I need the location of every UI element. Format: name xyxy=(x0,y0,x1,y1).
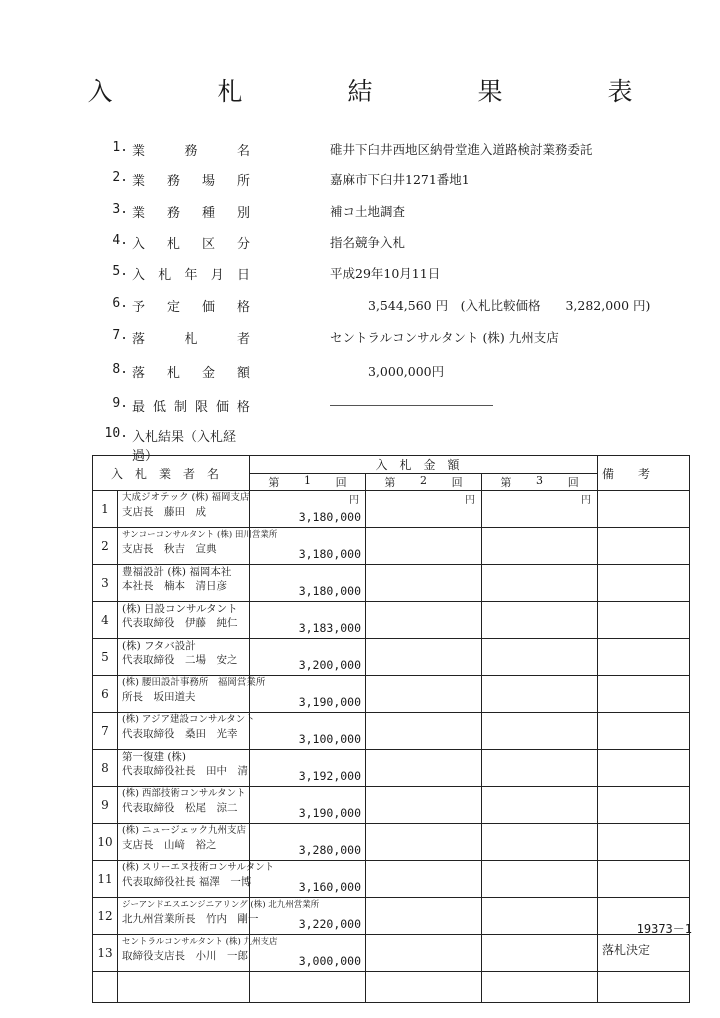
detail-label: 業 務 場 所 xyxy=(132,174,250,189)
bidder-representative: 代表取締役 伊藤 純仁 xyxy=(122,617,238,629)
bidder-representative: 代表取締役 桑田 光幸 xyxy=(122,728,238,740)
bid-amount-cell xyxy=(366,676,482,713)
amount-header: 入札金額 xyxy=(250,456,598,474)
table-row xyxy=(93,898,690,935)
bidder-company: セントラルコンサルタント (株) 九州支店 xyxy=(122,937,278,947)
detail-number: 6. xyxy=(112,296,128,311)
bidder-name xyxy=(118,787,250,824)
bidder-name xyxy=(118,935,278,972)
page-title: 入 札 結 果 表 xyxy=(87,77,673,106)
bidder-name xyxy=(118,676,266,713)
detail-row xyxy=(0,362,720,386)
bidder-company: (株) 腰田設計事務所 福岡営業所 xyxy=(122,677,266,688)
bidder-representative: 取締役支店長 小川 一郎 xyxy=(122,950,248,962)
row-number: 12 xyxy=(93,898,118,935)
round-header: 第 2 回 xyxy=(366,474,482,491)
bid-results-table xyxy=(92,455,690,1003)
bid-amount-cell xyxy=(366,491,482,528)
detail-label: 入 札 区 分 xyxy=(132,237,250,252)
bidder-name xyxy=(118,824,250,861)
detail-row xyxy=(0,396,720,420)
bid-amount-cell xyxy=(482,491,598,528)
detail-label: 業 務 名 xyxy=(132,144,250,159)
bidder-representative: 代表取締役 松尾 涼二 xyxy=(122,802,238,814)
bid-amount-cell xyxy=(366,713,482,750)
bid-amount: 3,000,000 xyxy=(298,954,362,968)
table-row xyxy=(93,713,690,750)
detail-number: 9. xyxy=(112,396,128,411)
table-row xyxy=(93,861,690,898)
detail-number: 10. xyxy=(104,426,128,441)
row-number: 13 xyxy=(93,935,118,972)
bid-amount-cell xyxy=(250,565,366,602)
round-header: 第 1 回 xyxy=(250,474,366,491)
detail-label: 落 札 金 額 xyxy=(132,366,250,381)
bid-amount-cell xyxy=(482,602,598,639)
empty-cell xyxy=(482,972,598,1003)
bidder-company: (株) フタバ設計 xyxy=(122,640,196,652)
table-row xyxy=(93,565,690,602)
detail-row xyxy=(0,140,720,164)
detail-row xyxy=(0,296,720,320)
bid-amount-cell xyxy=(482,565,598,602)
bid-amount-cell xyxy=(482,713,598,750)
bid-amount-cell xyxy=(250,824,366,861)
bidder-representative: 支店長 秋吉 宣典 xyxy=(122,543,217,555)
table-row xyxy=(93,787,690,824)
bid-amount-cell xyxy=(482,898,598,935)
remark-cell: 落札決定 xyxy=(598,935,690,972)
bidder-representative: 代表取締役社長 福澤 一博 xyxy=(122,876,252,888)
bid-amount-cell xyxy=(482,935,598,972)
table-row xyxy=(93,639,690,676)
detail-label: 業 務 種 別 xyxy=(132,206,250,221)
remark-cell xyxy=(598,750,690,787)
detail-label: 入札結果（入札経過） xyxy=(132,430,237,464)
bid-amount-cell xyxy=(482,676,598,713)
bid-amount-cell xyxy=(482,861,598,898)
detail-label: 最 低 制 限 価 格 xyxy=(132,400,250,415)
row-number: 2 xyxy=(93,528,118,565)
bidder-representative: 本社長 楠本 清日彦 xyxy=(122,580,227,592)
table-row xyxy=(93,935,690,972)
bid-amount-cell xyxy=(250,787,366,824)
detail-number: 7. xyxy=(112,328,128,343)
detail-value: 碓井下臼井西地区納骨堂進入道路検討業務委託 xyxy=(330,142,593,157)
detail-value: 指名競争入札 xyxy=(330,235,406,250)
bid-amount-cell xyxy=(482,824,598,861)
round-header: 第 3 回 xyxy=(482,474,598,491)
bid-amount-cell xyxy=(366,787,482,824)
bid-amount-cell xyxy=(482,528,598,565)
remark-cell xyxy=(598,639,690,676)
remark-cell xyxy=(598,676,690,713)
bid-amount-cell xyxy=(366,935,482,972)
bidder-representative: 代表取締役社長 田中 清 xyxy=(122,765,248,777)
table-row xyxy=(93,491,690,528)
bid-amount-cell xyxy=(250,676,366,713)
bid-amount-cell xyxy=(250,602,366,639)
detail-value: 補コ土地調査 xyxy=(330,204,406,219)
row-number: 9 xyxy=(93,787,118,824)
table-row xyxy=(93,750,690,787)
bidder-representative: 北九州営業所長 竹内 剛一 xyxy=(122,913,259,925)
bid-amount-cell xyxy=(250,861,366,898)
remark-cell xyxy=(598,565,690,602)
row-number: 7 xyxy=(93,713,118,750)
row-number: 6 xyxy=(93,676,118,713)
bid-amount-cell xyxy=(250,750,366,787)
remark-cell xyxy=(598,602,690,639)
bid-amount-cell xyxy=(250,935,366,972)
bid-amount: 3,200,000 xyxy=(298,658,362,672)
bidder-name xyxy=(118,750,250,787)
remark-cell xyxy=(598,787,690,824)
bid-amount-cell xyxy=(250,528,366,565)
bid-amount-cell xyxy=(366,824,482,861)
remark-cell xyxy=(598,861,690,898)
empty-cell xyxy=(250,972,366,1003)
row-number: 8 xyxy=(93,750,118,787)
detail-number: 4. xyxy=(112,233,128,248)
bid-amount: 3,190,000 xyxy=(298,806,362,820)
table-row xyxy=(93,676,690,713)
detail-row xyxy=(0,426,720,464)
row-number: 3 xyxy=(93,565,118,602)
bidder-company: (株) 日設コンサルタント xyxy=(122,603,238,615)
row-number: 11 xyxy=(93,861,118,898)
row-number: 4 xyxy=(93,602,118,639)
bidder-company: (株) スリーエヌ技術コンサルタント xyxy=(122,862,275,873)
bidder-company: 第一復建 (株) xyxy=(122,751,187,763)
row-number: 1 xyxy=(93,491,118,528)
bidder-company: 大成ジオテック (株) 福岡支店 xyxy=(122,492,250,503)
bidder-representative: 支店長 山﨑 裕之 xyxy=(122,839,217,851)
empty-cell xyxy=(93,972,118,1003)
detail-label: 予 定 価 格 xyxy=(132,300,250,315)
detail-label: 入 札 年 月 日 xyxy=(132,268,250,283)
detail-value: 平成29年10月11日 xyxy=(330,266,441,281)
table-row xyxy=(93,824,690,861)
detail-value: 3,544,560 円 (入札比較価格 3,282,000 円) xyxy=(368,298,651,313)
remark-cell xyxy=(598,713,690,750)
bidder-representative: 支店長 藤田 成 xyxy=(122,506,206,518)
empty-cell xyxy=(598,972,690,1003)
remark-cell xyxy=(598,528,690,565)
bidder-name xyxy=(118,602,250,639)
bidder-name xyxy=(118,639,250,676)
bidder-name xyxy=(118,528,278,565)
bid-amount-cell xyxy=(366,861,482,898)
bidder-company: ジーアンドエスエンジニアリング (株) 北九州営業所 xyxy=(122,900,320,910)
document-number: 19373－1 xyxy=(636,922,692,936)
bid-amount: 3,100,000 xyxy=(298,732,362,746)
bidder-name xyxy=(118,713,255,750)
row-number: 5 xyxy=(93,639,118,676)
bidder-representative: 所長 坂田道夫 xyxy=(122,691,196,703)
table-row xyxy=(93,602,690,639)
bidder-company: (株) 西部技術コンサルタント xyxy=(122,788,246,799)
blank-value-line xyxy=(330,405,493,406)
bidder-header: 入札業者名 xyxy=(93,456,250,491)
detail-value: 3,000,000円 xyxy=(368,364,445,379)
detail-number: 8. xyxy=(112,362,128,377)
detail-number: 3. xyxy=(112,202,128,217)
bid-amount: 3,220,000 xyxy=(298,917,362,931)
bidder-name xyxy=(118,861,275,898)
bid-amount-cell xyxy=(366,565,482,602)
row-number: 10 xyxy=(93,824,118,861)
bid-amount: 3,180,000 xyxy=(298,584,362,598)
yen-unit: 円 xyxy=(349,495,360,506)
detail-number: 1. xyxy=(112,140,128,155)
remark-cell xyxy=(598,824,690,861)
bid-amount: 3,183,000 xyxy=(298,621,362,635)
empty-cell xyxy=(366,972,482,1003)
empty-row xyxy=(93,972,690,1003)
detail-label: 落 札 者 xyxy=(132,332,250,347)
bid-amount: 3,160,000 xyxy=(298,880,362,894)
bid-amount: 3,180,000 xyxy=(298,510,362,524)
bidder-name xyxy=(118,491,250,528)
bid-amount-cell xyxy=(366,639,482,676)
remarks-header: 備 考 xyxy=(598,456,690,491)
bid-amount-cell xyxy=(366,528,482,565)
bid-amount-cell xyxy=(366,750,482,787)
bid-amount-cell xyxy=(250,491,366,528)
detail-row xyxy=(0,264,720,288)
yen-unit: 円 xyxy=(581,495,592,506)
bidder-company: サンコーコンサルタント (株) 田川営業所 xyxy=(122,530,278,540)
detail-row xyxy=(0,233,720,257)
table-row xyxy=(93,528,690,565)
bid-amount: 3,280,000 xyxy=(298,843,362,857)
bid-amount-cell xyxy=(482,750,598,787)
bidder-company: (株) ニュージェック九州支店 xyxy=(122,825,247,836)
bidder-company: 豊福設計 (株) 福岡本社 xyxy=(122,566,232,578)
detail-number: 5. xyxy=(112,264,128,279)
detail-row xyxy=(0,202,720,226)
bidder-name xyxy=(118,898,320,935)
remark-cell xyxy=(598,491,690,528)
bid-amount: 3,192,000 xyxy=(298,769,362,783)
bidder-company: (株) アジア建設コンサルタント xyxy=(122,714,255,725)
bid-amount-cell xyxy=(366,898,482,935)
bid-amount-cell xyxy=(250,713,366,750)
bidder-name xyxy=(118,565,250,602)
detail-row xyxy=(0,328,720,352)
bid-amount-cell xyxy=(250,898,366,935)
detail-value: 嘉麻市下臼井1271番地1 xyxy=(330,172,470,187)
bid-amount-cell xyxy=(482,639,598,676)
detail-row xyxy=(0,170,720,194)
bid-amount-cell xyxy=(250,639,366,676)
bid-amount: 3,180,000 xyxy=(298,547,362,561)
bid-amount: 3,190,000 xyxy=(298,695,362,709)
bid-amount-cell xyxy=(366,602,482,639)
empty-cell xyxy=(118,972,250,1003)
yen-unit: 円 xyxy=(465,495,476,506)
detail-number: 2. xyxy=(112,170,128,185)
detail-value: セントラルコンサルタント (株) 九州支店 xyxy=(330,330,559,345)
bid-amount-cell xyxy=(482,787,598,824)
bidder-representative: 代表取締役 二場 安之 xyxy=(122,654,238,666)
